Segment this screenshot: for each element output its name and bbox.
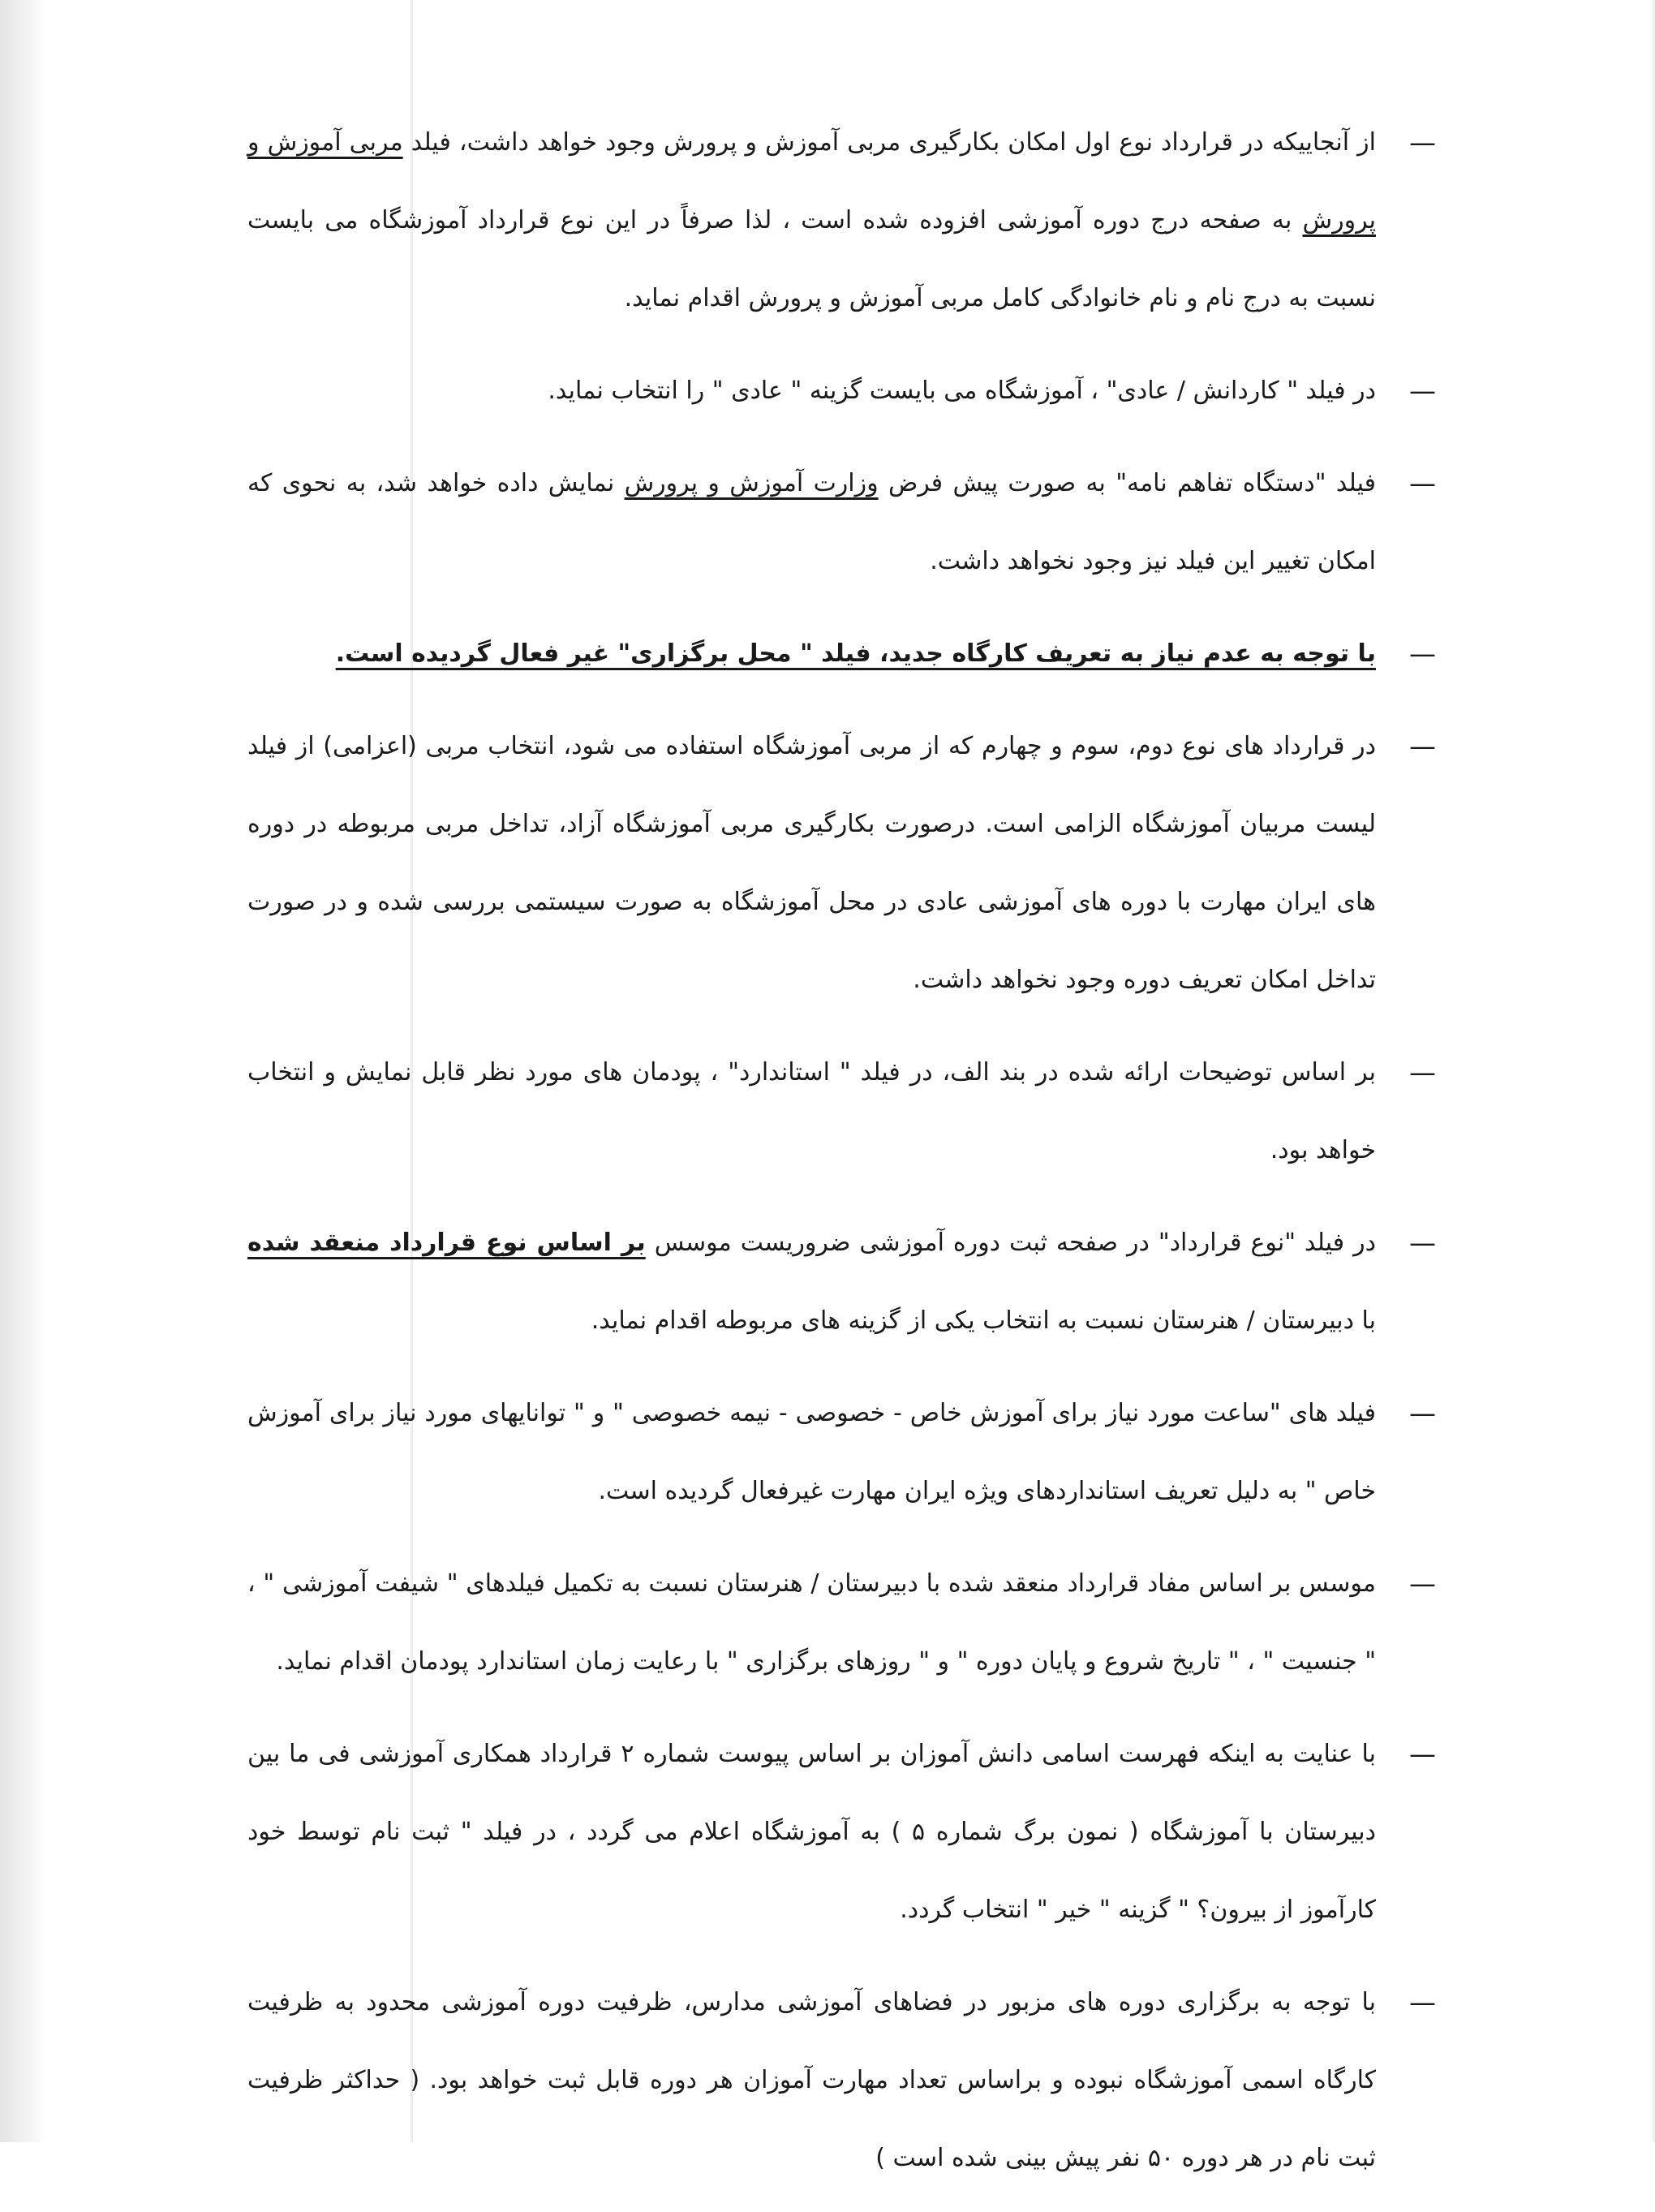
bullet-text	[247, 708, 1376, 1019]
bullet-dash-icon: —	[1409, 1057, 1436, 1088]
bullet-text	[247, 1375, 1376, 1530]
text-run: با عنایت به اینکه فهرست اسامی دانش آموزان بر اساس پیوست شماره ۲ قرارداد همکاری آموزشی فی ما بین دبیرستان با آموزشگاه ( نمون برگ شماره ۵ ) به آموزشگاه اعلام می گردد ، در فیلد " ثبت نام توسط خود کارآموز از بیرون؟ " گزینه " خیر " انتخاب گردد.	[247, 1740, 1376, 1924]
bullet-dash-icon: —	[1409, 1227, 1436, 1259]
bullet-item	[247, 1964, 1436, 2197]
text-run: در فیلد "نوع قرارداد" در صفحه ثبت دوره آموزشی ضروریست موسس	[645, 1229, 1377, 1257]
bullet-text	[247, 445, 1376, 600]
text-run: فیلد های "ساعت مورد نیاز برای آموزش خاص - خصوصی - نیمه خصوصی " و " توانایهای مورد نیاز برای آموزش خاص " به دلیل تعریف استانداردهای ویژه ایران مهارت غیرفعال گردیده است.	[247, 1399, 1376, 1505]
text-run: فیلد "دستگاه تفاهم نامه" به صورت پیش فرض	[878, 469, 1376, 497]
text-run: موسس بر اساس مفاد قرارداد منعقد شده با دبیرستان / هنرستان نسبت به تکمیل فیلدهای " شیفت آموزشی " ، " جنسیت " ، " تاریخ شروع و پایان دوره " و " روزهای برگزاری " با رعایت زمان استاندارد پودمان اقدام نماید.	[247, 1569, 1376, 1676]
bullet-item	[247, 1034, 1436, 1190]
bullet-item	[247, 1375, 1436, 1530]
text-run: نمایش داده خواهد شد، به نحوی که امکان تغییر این فیلد نیز وجود نخواهد داشت.	[247, 469, 1376, 575]
emphasized-phrase: وزارت آموزش و پرورش	[624, 469, 879, 497]
bullet-dash-icon: —	[1409, 375, 1436, 407]
bullet-dash-icon: —	[1409, 730, 1436, 762]
text-run: بر اساس توضیحات ارائه شده در بند الف، در فیلد " استاندارد" ، پودمان های مورد نظر قابل نمایش و انتخاب خواهد بود.	[247, 1058, 1376, 1164]
text-run: با دبیرستان / هنرستان نسبت به انتخاب یکی از گزینه های مربوطه اقدام نماید.	[591, 1306, 1376, 1335]
bullet-item	[247, 708, 1436, 1019]
bullet-text	[247, 1715, 1376, 1949]
text-run: با توجه به عدم نیاز به تعریف کارگاه جدید، فیلد " محل برگزاری" غیر فعال گردیده است.	[335, 639, 1376, 668]
text-run: در قرارداد های نوع دوم، سوم و چهارم که از مربی آموزشگاه استفاده می شود، انتخاب مربی (اعزامی) از فیلد لیست مربیان آموزشگاه الزامی است. درصورت بکارگیری مربی آموزشگاه آزاد، تداخل مربی مربوطه در دوره های ایران مهارت با دوره های آموزشی عادی در محل آموزشگاه به صورت سیستمی بررسی شده و در صورت تداخل امکان تعریف دوره وجود نخواهد داشت.	[247, 732, 1376, 994]
bullet-dash-icon: —	[1409, 1568, 1436, 1599]
bullet-text	[247, 104, 1376, 338]
emphasized-phrase: بر اساس نوع قرارداد منعقد شده	[247, 1229, 646, 1257]
bullet-text	[247, 1964, 1376, 2197]
bullet-item	[247, 615, 1436, 693]
page-edge	[1650, 0, 1655, 2142]
emphasized-phrase: مربی آموزش و پرورش	[247, 128, 1376, 235]
bullet-item	[247, 352, 1436, 430]
scan-shadow	[0, 0, 47, 2142]
document-body	[247, 104, 1436, 2212]
bullet-text	[247, 615, 1376, 693]
bullet-dash-icon: —	[1409, 127, 1436, 158]
bullet-text	[247, 1204, 1376, 1360]
bullet-item	[247, 445, 1436, 600]
bullet-item	[247, 104, 1436, 338]
bullet-item	[247, 1204, 1436, 1360]
bullet-item	[247, 1715, 1436, 1949]
bullet-dash-icon: —	[1409, 1986, 1436, 2018]
bullet-text	[247, 352, 1376, 430]
bullet-text	[247, 1034, 1376, 1190]
bullet-dash-icon: —	[1409, 467, 1436, 499]
bullet-dash-icon: —	[1409, 638, 1436, 669]
text-run: به صفحه درج دوره آموزشی افزوده شده است ، لذا صرفاً در این نوع قرارداد آموزشگاه می بایست نسبت به درج نام و نام خانوادگی کامل مربی آموزش و پرورش اقدام نماید.	[247, 206, 1376, 312]
text-run: از آنجاییکه در قرارداد نوع اول امکان بکارگیری مربی آموزش و پرورش وجود خواهد داشت، فیلد	[402, 128, 1376, 157]
bullet-text	[247, 1545, 1376, 1701]
text-run: در فیلد " کاردانش / عادی" ، آموزشگاه می بایست گزینه " عادی " را انتخاب نماید.	[548, 377, 1376, 405]
bullet-dash-icon: —	[1409, 1397, 1436, 1429]
bullet-item	[247, 1545, 1436, 1701]
text-run: با توجه به برگزاری دوره های مزبور در فضاهای آموزشی مدارس، ظرفیت دوره آموزشی محدود به ظرفیت کارگاه اسمی آموزشگاه نبوده و براساس تعداد مهارت آموزان هر دوره قابل ثبت خواهد بود. ( حداکثر ظرفیت ثبت نام در هر دوره ۵۰ نفر پیش بینی شده است )	[247, 1988, 1376, 2172]
bullet-dash-icon: —	[1409, 1738, 1436, 1770]
